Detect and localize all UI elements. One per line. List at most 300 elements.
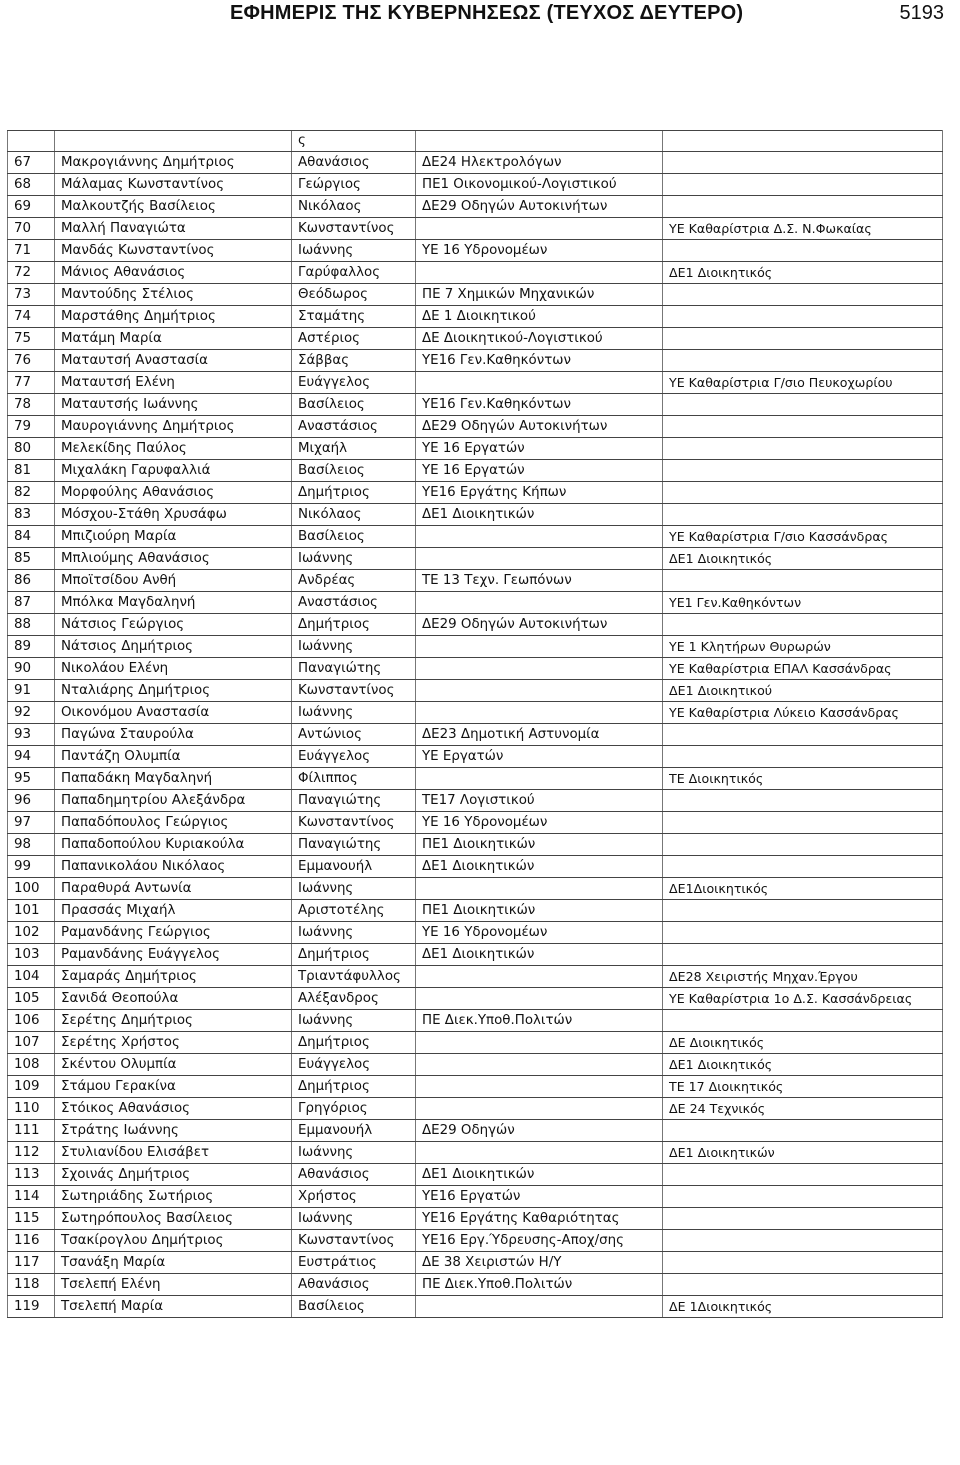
cell-specialty-alt: [663, 416, 943, 438]
cell-number: 99: [8, 856, 55, 878]
cell-father-name: Κωνσταντίνος: [292, 1230, 416, 1252]
cell-specialty: [416, 526, 663, 548]
cell-father-name: Αθανάσιος: [292, 1274, 416, 1296]
cell-father-name: Κωνσταντίνος: [292, 680, 416, 702]
cell-number: 119: [8, 1296, 55, 1318]
cell-specialty-alt: [663, 812, 943, 834]
cell-father-name: Αστέριος: [292, 328, 416, 350]
table-row: [8, 1098, 943, 1120]
cell-number: 77: [8, 372, 55, 394]
table-row: [8, 1010, 943, 1032]
cell-father-name: Θεόδωρος: [292, 284, 416, 306]
cell-father-name: Ευστράτιος: [292, 1252, 416, 1274]
table-row: [8, 460, 943, 482]
cell-specialty-alt: [663, 350, 943, 372]
table-row: [8, 1142, 943, 1164]
cell-specialty: ΠΕ1 Οικονομικού-Λογιστικού: [416, 174, 663, 196]
cell-name: [55, 131, 292, 152]
table-row: [8, 988, 943, 1010]
cell-number: 79: [8, 416, 55, 438]
cell-name: Ραμανδάνης Ευάγγελος: [55, 944, 292, 966]
table-row: [8, 196, 943, 218]
cell-specialty: [416, 218, 663, 240]
cell-number: 71: [8, 240, 55, 262]
staff-table: [7, 130, 943, 1318]
cell-father-name: Εμμανουήλ: [292, 856, 416, 878]
table-row: [8, 1296, 943, 1318]
cell-name: Μάνιος Αθανάσιος: [55, 262, 292, 284]
cell-specialty: [416, 966, 663, 988]
cell-number: 116: [8, 1230, 55, 1252]
cell-specialty: ΠΕ Διεκ.Υποθ.Πολιτών: [416, 1010, 663, 1032]
cell-father-name: Νικόλαος: [292, 504, 416, 526]
cell-specialty: ΔΕ29 Οδηγών Αυτοκινήτων: [416, 614, 663, 636]
cell-specialty-alt: ΥΕ Καθαρίστρια 1ο Δ.Σ. Κασσάνδρειας: [663, 988, 943, 1010]
cell-father-name: Βασίλειος: [292, 394, 416, 416]
cell-number: 92: [8, 702, 55, 724]
cell-father-name: Αθανάσιος: [292, 152, 416, 174]
cell-name: Μιχαλάκη Γαρυφαλλιά: [55, 460, 292, 482]
cell-name: Τσελεπή Μαρία: [55, 1296, 292, 1318]
cell-specialty-alt: [663, 834, 943, 856]
cell-name: Παραθυρά Αντωνία: [55, 878, 292, 900]
cell-name: Στυλιανίδου Ελισάβετ: [55, 1142, 292, 1164]
table-row: [8, 812, 943, 834]
cell-father-name: Βασίλειος: [292, 526, 416, 548]
table-row: [8, 570, 943, 592]
cell-number: 115: [8, 1208, 55, 1230]
cell-name: Μαλκουτζής Βασίλειος: [55, 196, 292, 218]
cell-number: 78: [8, 394, 55, 416]
cell-specialty-alt: [663, 196, 943, 218]
cell-specialty-alt: ΔΕ1 Διοικητικών: [663, 1142, 943, 1164]
cell-specialty: ΔΕ1 Διοικητικών: [416, 944, 663, 966]
cell-number: 80: [8, 438, 55, 460]
table-row: [8, 1120, 943, 1142]
cell-specialty: ΔΕ1 Διοικητικών: [416, 1164, 663, 1186]
cell-specialty: [416, 1054, 663, 1076]
cell-specialty: ΠΕ Διεκ.Υποθ.Πολιτών: [416, 1274, 663, 1296]
cell-name: Στάμου Γερακίνα: [55, 1076, 292, 1098]
cell-number: 109: [8, 1076, 55, 1098]
cell-name: Τσελεπή Ελένη: [55, 1274, 292, 1296]
table-row: [8, 174, 943, 196]
cell-specialty: ΔΕ23 Δημοτική Αστυνομία: [416, 724, 663, 746]
cell-name: Σκέντου Ολυμπία: [55, 1054, 292, 1076]
cell-number: 118: [8, 1274, 55, 1296]
table-row: [8, 416, 943, 438]
cell-specialty: ΥΕ16 Εργ.Ύδρευσης-Αποχ/σης: [416, 1230, 663, 1252]
cell-specialty-alt: [663, 922, 943, 944]
table-row: [8, 746, 943, 768]
cell-specialty: ΔΕ29 Οδηγών Αυτοκινήτων: [416, 196, 663, 218]
cell-name: Νταλιάρης Δημήτριος: [55, 680, 292, 702]
cell-number: 88: [8, 614, 55, 636]
cell-name: Μορφούλης Αθανάσιος: [55, 482, 292, 504]
cell-father-name: Παναγιώτης: [292, 834, 416, 856]
cell-specialty-alt: [663, 790, 943, 812]
cell-specialty-alt: [663, 944, 943, 966]
cell-specialty: ΥΕ16 Εργάτης Κήπων: [416, 482, 663, 504]
cell-specialty: ΥΕ Εργατών: [416, 746, 663, 768]
cell-name: Μανδάς Κωνσταντίνος: [55, 240, 292, 262]
table-row: [8, 306, 943, 328]
cell-specialty: [416, 131, 663, 152]
cell-specialty-alt: ΥΕ 1 Κλητήρων Θυρωρών: [663, 636, 943, 658]
cell-number: 69: [8, 196, 55, 218]
cell-number: 68: [8, 174, 55, 196]
cell-number: 97: [8, 812, 55, 834]
cell-specialty: ΔΕ1 Διοικητικών: [416, 856, 663, 878]
cell-father-name: Αναστάσιος: [292, 416, 416, 438]
cell-number: 75: [8, 328, 55, 350]
table-row: [8, 1208, 943, 1230]
table-row: [8, 658, 943, 680]
cell-number: 96: [8, 790, 55, 812]
cell-number: 114: [8, 1186, 55, 1208]
cell-specialty-alt: ΔΕ Διοικητικός: [663, 1032, 943, 1054]
cell-name: Μπιζιούρη Μαρία: [55, 526, 292, 548]
cell-number: 103: [8, 944, 55, 966]
table-row: [8, 592, 943, 614]
cell-specialty-alt: ΔΕ1 Διοικητικού: [663, 680, 943, 702]
cell-specialty-alt: ΔΕ 24 Τεχνικός: [663, 1098, 943, 1120]
table-row: [8, 218, 943, 240]
cell-specialty-alt: ΥΕ Καθαρίστρια Λύκειο Κασσάνδρας: [663, 702, 943, 724]
table-row: [8, 1032, 943, 1054]
cell-number: 90: [8, 658, 55, 680]
cell-specialty: ΤΕ17 Λογιστικού: [416, 790, 663, 812]
cell-father-name: Εμμανουήλ: [292, 1120, 416, 1142]
cell-name: Παπαδοπούλου Κυριακούλα: [55, 834, 292, 856]
cell-specialty-alt: [663, 1252, 943, 1274]
cell-specialty: [416, 1076, 663, 1098]
table-row: [8, 372, 943, 394]
cell-number: 102: [8, 922, 55, 944]
table-row: [8, 1186, 943, 1208]
cell-specialty: ΥΕ16 Γεν.Καθηκόντων: [416, 394, 663, 416]
page-number: 5193: [899, 2, 944, 24]
cell-name: Στράτης Ιωάννης: [55, 1120, 292, 1142]
cell-father-name: ς: [292, 131, 416, 152]
cell-specialty-alt: [663, 394, 943, 416]
cell-number: 70: [8, 218, 55, 240]
table-row: [8, 636, 943, 658]
cell-name: Μαλλή Παναγιώτα: [55, 218, 292, 240]
cell-name: Παπαδόπουλος Γεώργιος: [55, 812, 292, 834]
cell-father-name: Δημήτριος: [292, 1076, 416, 1098]
cell-specialty: [416, 262, 663, 284]
cell-father-name: Μιχαήλ: [292, 438, 416, 460]
cell-name: Σερέτης Δημήτριος: [55, 1010, 292, 1032]
cell-specialty-alt: [663, 306, 943, 328]
table-row: [8, 548, 943, 570]
cell-specialty-alt: [663, 438, 943, 460]
cell-specialty-alt: [663, 1186, 943, 1208]
cell-father-name: Βασίλειος: [292, 460, 416, 482]
cell-number: 86: [8, 570, 55, 592]
cell-number: [8, 131, 55, 152]
table-row: [8, 724, 943, 746]
cell-specialty-alt: ΥΕ Καθαρίστρια Γ/σιο Κασσάνδρας: [663, 526, 943, 548]
cell-name: Στόικος Αθανάσιος: [55, 1098, 292, 1120]
table-row: [8, 438, 943, 460]
cell-specialty: ΔΕ29 Οδηγών: [416, 1120, 663, 1142]
cell-specialty-alt: ΥΕ Καθαρίστρια ΕΠΑΛ Κασσάνδρας: [663, 658, 943, 680]
table-row: [8, 1252, 943, 1274]
cell-number: 93: [8, 724, 55, 746]
cell-specialty: [416, 680, 663, 702]
cell-specialty-alt: [663, 152, 943, 174]
cell-number: 67: [8, 152, 55, 174]
cell-specialty: [416, 702, 663, 724]
cell-father-name: Δημήτριος: [292, 614, 416, 636]
cell-specialty-alt: ΔΕ1 Διοικητικός: [663, 1054, 943, 1076]
cell-name: Παγώνα Σταυρούλα: [55, 724, 292, 746]
cell-name: Μποϊτσίδου Ανθή: [55, 570, 292, 592]
cell-name: Μπόλκα Μαγδαληνή: [55, 592, 292, 614]
cell-father-name: Ιωάννης: [292, 878, 416, 900]
cell-name: Μάλαμας Κωνσταντίνος: [55, 174, 292, 196]
cell-specialty-alt: [663, 900, 943, 922]
cell-specialty: ΔΕ29 Οδηγών Αυτοκινήτων: [416, 416, 663, 438]
cell-specialty: ΔΕ Διοικητικού-Λογιστικού: [416, 328, 663, 350]
cell-specialty-alt: ΥΕ Καθαρίστρια Δ.Σ. Ν.Φωκαίας: [663, 218, 943, 240]
cell-specialty: [416, 372, 663, 394]
cell-number: 91: [8, 680, 55, 702]
cell-number: 104: [8, 966, 55, 988]
cell-specialty-alt: [663, 856, 943, 878]
cell-name: Σωτηριάδης Σωτήριος: [55, 1186, 292, 1208]
cell-number: 108: [8, 1054, 55, 1076]
cell-number: 87: [8, 592, 55, 614]
cell-name: Ματαυτσή Αναστασία: [55, 350, 292, 372]
cell-father-name: Τριαντάφυλλος: [292, 966, 416, 988]
cell-specialty: ΥΕ16 Εργάτης Καθαριότητας: [416, 1208, 663, 1230]
cell-father-name: Ιωάννης: [292, 702, 416, 724]
table-row: [8, 526, 943, 548]
cell-name: Σαμαράς Δημήτριος: [55, 966, 292, 988]
cell-number: 85: [8, 548, 55, 570]
table-row: [8, 394, 943, 416]
cell-number: 72: [8, 262, 55, 284]
cell-name: Σωτηρόπουλος Βασίλειος: [55, 1208, 292, 1230]
cell-name: Παπαδάκη Μαγδαληνή: [55, 768, 292, 790]
cell-father-name: Αναστάσιος: [292, 592, 416, 614]
cell-father-name: Κωνσταντίνος: [292, 812, 416, 834]
cell-number: 89: [8, 636, 55, 658]
cell-number: 98: [8, 834, 55, 856]
table-row: [8, 614, 943, 636]
cell-name: Μελεκίδης Παύλος: [55, 438, 292, 460]
cell-name: Ματαυτσή Ελένη: [55, 372, 292, 394]
table-row: [8, 1054, 943, 1076]
cell-name: Νάτσιος Γεώργιος: [55, 614, 292, 636]
table-row: [8, 922, 943, 944]
cell-specialty: [416, 636, 663, 658]
cell-specialty-alt: [663, 1120, 943, 1142]
cell-specialty-alt: [663, 746, 943, 768]
cell-father-name: Σάββας: [292, 350, 416, 372]
table-row: [8, 900, 943, 922]
cell-specialty: ΔΕ1 Διοικητικών: [416, 504, 663, 526]
cell-specialty: [416, 1032, 663, 1054]
cell-specialty-alt: [663, 614, 943, 636]
cell-name: Μόσχου-Στάθη Χρυσάφω: [55, 504, 292, 526]
cell-specialty-alt: [663, 724, 943, 746]
cell-specialty-alt: [663, 504, 943, 526]
cell-number: 113: [8, 1164, 55, 1186]
cell-specialty: ΥΕ 16 Υδρονομέων: [416, 240, 663, 262]
cell-number: 82: [8, 482, 55, 504]
cell-father-name: Αλέξανδρος: [292, 988, 416, 1010]
cell-specialty: ΔΕ 1 Διοικητικού: [416, 306, 663, 328]
table-row: [8, 834, 943, 856]
cell-name: Μπλιούμης Αθανάσιος: [55, 548, 292, 570]
cell-specialty-alt: [663, 570, 943, 592]
table-row: [8, 284, 943, 306]
cell-father-name: Γεώργιος: [292, 174, 416, 196]
cell-father-name: Ιωάννης: [292, 240, 416, 262]
cell-number: 117: [8, 1252, 55, 1274]
cell-father-name: Δημήτριος: [292, 1032, 416, 1054]
table-row: [8, 482, 943, 504]
table-row: [8, 944, 943, 966]
page-header: [0, 0, 960, 40]
cell-specialty-alt: [663, 1010, 943, 1032]
cell-number: 74: [8, 306, 55, 328]
cell-specialty-alt: [663, 482, 943, 504]
cell-father-name: Αριστοτέλης: [292, 900, 416, 922]
cell-specialty-alt: [663, 174, 943, 196]
cell-father-name: Ανδρέας: [292, 570, 416, 592]
table-row: [8, 504, 943, 526]
cell-specialty: [416, 1296, 663, 1318]
cell-name: Οικονόμου Αναστασία: [55, 702, 292, 724]
table-row: [8, 152, 943, 174]
cell-father-name: Παναγιώτης: [292, 658, 416, 680]
table-row: [8, 328, 943, 350]
cell-father-name: Δημήτριος: [292, 482, 416, 504]
cell-father-name: Ιωάννης: [292, 548, 416, 570]
cell-number: 83: [8, 504, 55, 526]
cell-specialty: [416, 658, 663, 680]
table-row: [8, 1076, 943, 1098]
table-row: [8, 350, 943, 372]
cell-name: Παπανικολάου Νικόλαος: [55, 856, 292, 878]
cell-name: Μαρστάθης Δημήτριος: [55, 306, 292, 328]
cell-number: 95: [8, 768, 55, 790]
cell-specialty: ΥΕ 16 Εργατών: [416, 460, 663, 482]
cell-specialty-alt: [663, 1274, 943, 1296]
cell-specialty: ΔΕ24 Ηλεκτρολόγων: [416, 152, 663, 174]
cell-specialty-alt: [663, 131, 943, 152]
cell-specialty: [416, 548, 663, 570]
cell-number: 73: [8, 284, 55, 306]
cell-specialty: ΥΕ 16 Εργατών: [416, 438, 663, 460]
table-row: [8, 680, 943, 702]
cell-father-name: Βασίλειος: [292, 1296, 416, 1318]
cell-specialty: ΔΕ 38 Χειριστών Η/Υ: [416, 1252, 663, 1274]
cell-name: Τσακίρογλου Δημήτριος: [55, 1230, 292, 1252]
cell-number: 76: [8, 350, 55, 372]
cell-specialty-alt: ΔΕ28 Χειριστής Μηχαν.Έργου: [663, 966, 943, 988]
cell-specialty: ΥΕ 16 Υδρονομέων: [416, 812, 663, 834]
cell-father-name: Ιωάννης: [292, 636, 416, 658]
cell-specialty-alt: ΥΕ1 Γεν.Καθηκόντων: [663, 592, 943, 614]
cell-father-name: Ευάγγελος: [292, 746, 416, 768]
cell-father-name: Ιωάννης: [292, 1010, 416, 1032]
cell-father-name: Κωνσταντίνος: [292, 218, 416, 240]
cell-specialty: ΠΕ1 Διοικητικών: [416, 834, 663, 856]
cell-number: 100: [8, 878, 55, 900]
cell-father-name: Σταμάτης: [292, 306, 416, 328]
cell-number: 112: [8, 1142, 55, 1164]
cell-number: 101: [8, 900, 55, 922]
cell-number: 107: [8, 1032, 55, 1054]
cell-father-name: Ευάγγελος: [292, 1054, 416, 1076]
cell-specialty-alt: ΔΕ 1Διοικητικός: [663, 1296, 943, 1318]
cell-name: Μαντούδης Στέλιος: [55, 284, 292, 306]
table-row: [8, 1230, 943, 1252]
cell-specialty: [416, 1098, 663, 1120]
cell-specialty-alt: [663, 1164, 943, 1186]
cell-name: Νάτσιος Δημήτριος: [55, 636, 292, 658]
cell-specialty-alt: [663, 240, 943, 262]
cell-name: Παντάζη Ολυμπία: [55, 746, 292, 768]
cell-number: 81: [8, 460, 55, 482]
cell-specialty: ΥΕ16 Γεν.Καθηκόντων: [416, 350, 663, 372]
table-row: [8, 240, 943, 262]
cell-specialty-alt: [663, 284, 943, 306]
table-row: [8, 878, 943, 900]
cell-father-name: Νικόλαος: [292, 196, 416, 218]
cell-specialty: [416, 768, 663, 790]
cell-father-name: Φίλιππος: [292, 768, 416, 790]
cell-number: 111: [8, 1120, 55, 1142]
cell-specialty: ΠΕ 7 Χημικών Μηχανικών: [416, 284, 663, 306]
cell-father-name: Ιωάννης: [292, 1142, 416, 1164]
cell-specialty-alt: ΔΕ1Διοικητικός: [663, 878, 943, 900]
cell-name: Μακρογιάννης Δημήτριος: [55, 152, 292, 174]
cell-father-name: Γαρύφαλλος: [292, 262, 416, 284]
cell-specialty-alt: [663, 1230, 943, 1252]
cell-name: Πρασσάς Μιχαήλ: [55, 900, 292, 922]
cell-specialty-alt: ΤΕ 17 Διοικητικός: [663, 1076, 943, 1098]
cell-specialty: ΥΕ 16 Υδρονομέων: [416, 922, 663, 944]
cell-specialty: [416, 988, 663, 1010]
cell-father-name: Αντώνιος: [292, 724, 416, 746]
cell-specialty: ΤΕ 13 Τεχν. Γεωπόνων: [416, 570, 663, 592]
cell-specialty-alt: ΔΕ1 Διοικητικός: [663, 548, 943, 570]
gazette-title: ΕΦΗΜΕΡΙΣ ΤΗΣ ΚΥΒΕΡΝΗΣΕΩΣ (ΤΕΥΧΟΣ ΔΕΥΤΕΡΟ): [230, 2, 744, 24]
cell-specialty-alt: [663, 328, 943, 350]
cell-specialty: [416, 1142, 663, 1164]
table-row: [8, 1164, 943, 1186]
cell-specialty-alt: ΤΕ Διοικητικός: [663, 768, 943, 790]
cell-specialty-alt: [663, 460, 943, 482]
cell-name: Ραμανδάνης Γεώργιος: [55, 922, 292, 944]
cell-specialty: ΥΕ16 Εργατών: [416, 1186, 663, 1208]
cell-number: 84: [8, 526, 55, 548]
staff-list-sheet: [7, 130, 942, 1318]
cell-number: 106: [8, 1010, 55, 1032]
table-row-fragment: [8, 131, 943, 152]
table-row: [8, 966, 943, 988]
cell-father-name: Δημήτριος: [292, 944, 416, 966]
cell-name: Τσανάξη Μαρία: [55, 1252, 292, 1274]
table-row: [8, 702, 943, 724]
